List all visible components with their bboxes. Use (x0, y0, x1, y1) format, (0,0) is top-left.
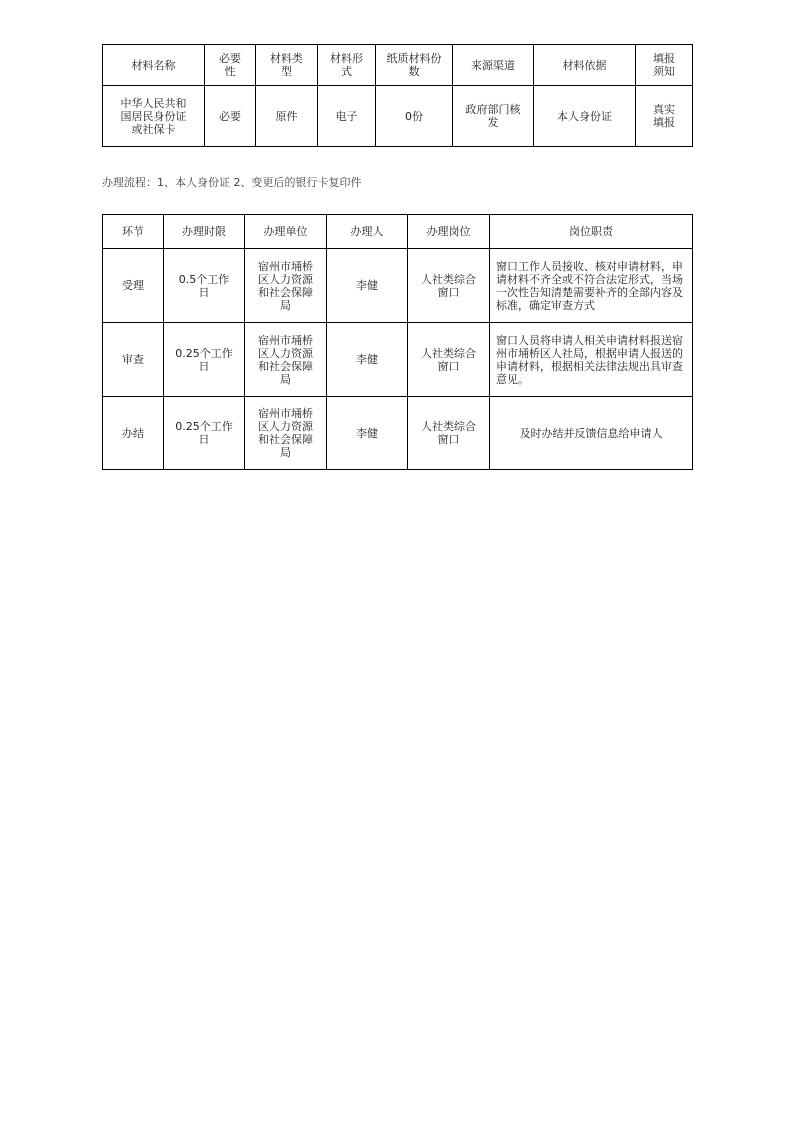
header-material-form: 材料形 式 (318, 45, 376, 86)
header-duty: 岗位职责 (490, 215, 693, 249)
header-unit: 办理单位 (245, 215, 327, 249)
cell-handler: 李健 (327, 249, 408, 323)
header-necessity: 必要 性 (205, 45, 256, 86)
table-row (103, 397, 693, 470)
cell-step: 办结 (103, 397, 164, 470)
cell-fill-notes: 真实 填报 (636, 86, 693, 147)
cell-duty: 窗口人员将申请人相关申请材料报送宿州市埇桥区人社局，根据申请人报送的申请材料，根据相关法律法规出具审查意见。 (490, 323, 693, 397)
process-header-row (103, 215, 693, 249)
cell-material-name: 中华人民共和 国居民身份证 或社保卡 (103, 86, 205, 147)
cell-duty: 及时办结并反馈信息给申请人 (490, 397, 693, 470)
header-material-basis: 材料依据 (534, 45, 636, 86)
cell-necessity: 必要 (205, 86, 256, 147)
header-fill-notes: 填报 须知 (636, 45, 693, 86)
cell-material-form: 电子 (318, 86, 376, 147)
table-row (103, 323, 693, 397)
materials-header-row (103, 45, 693, 86)
header-post: 办理岗位 (408, 215, 490, 249)
cell-unit: 宿州市埇桥 区人力资源 和社会保障 局 (245, 323, 327, 397)
cell-time-limit: 0.25个工作 日 (164, 397, 245, 470)
cell-post: 人社类综合 窗口 (408, 397, 490, 470)
cell-step: 审查 (103, 323, 164, 397)
header-step: 环节 (103, 215, 164, 249)
header-paper-copies: 纸质材料份 数 (376, 45, 453, 86)
header-material-name: 材料名称 (103, 45, 205, 86)
header-source-channel: 来源渠道 (453, 45, 534, 86)
cell-time-limit: 0.5个工作 日 (164, 249, 245, 323)
cell-material-type: 原件 (256, 86, 318, 147)
cell-time-limit: 0.25个工作 日 (164, 323, 245, 397)
cell-step: 受理 (103, 249, 164, 323)
cell-handler: 李健 (327, 397, 408, 470)
cell-post: 人社类综合 窗口 (408, 323, 490, 397)
table-row (103, 86, 693, 147)
cell-unit: 宿州市埇桥 区人力资源 和社会保障 局 (245, 249, 327, 323)
materials-table (102, 44, 693, 147)
process-table (102, 214, 693, 470)
cell-material-basis: 本人身份证 (534, 86, 636, 147)
cell-source-channel: 政府部门核 发 (453, 86, 534, 147)
cell-duty: 窗口工作人员接收、核对申请材料，申请材料不齐全或不符合法定形式，当场一次性告知清楚需要补齐的全部内容及标准，确定审查方式 (490, 249, 693, 323)
cell-handler: 李健 (327, 323, 408, 397)
header-handler: 办理人 (327, 215, 408, 249)
cell-post: 人社类综合 窗口 (408, 249, 490, 323)
cell-paper-copies: 0份 (376, 86, 453, 147)
header-time-limit: 办理时限 (164, 215, 245, 249)
process-note: 办理流程：1、本人身份证 2、变更后的银行卡复印件 (102, 176, 362, 189)
header-material-type: 材料类 型 (256, 45, 318, 86)
table-row (103, 249, 693, 323)
cell-unit: 宿州市埇桥 区人力资源 和社会保障 局 (245, 397, 327, 470)
